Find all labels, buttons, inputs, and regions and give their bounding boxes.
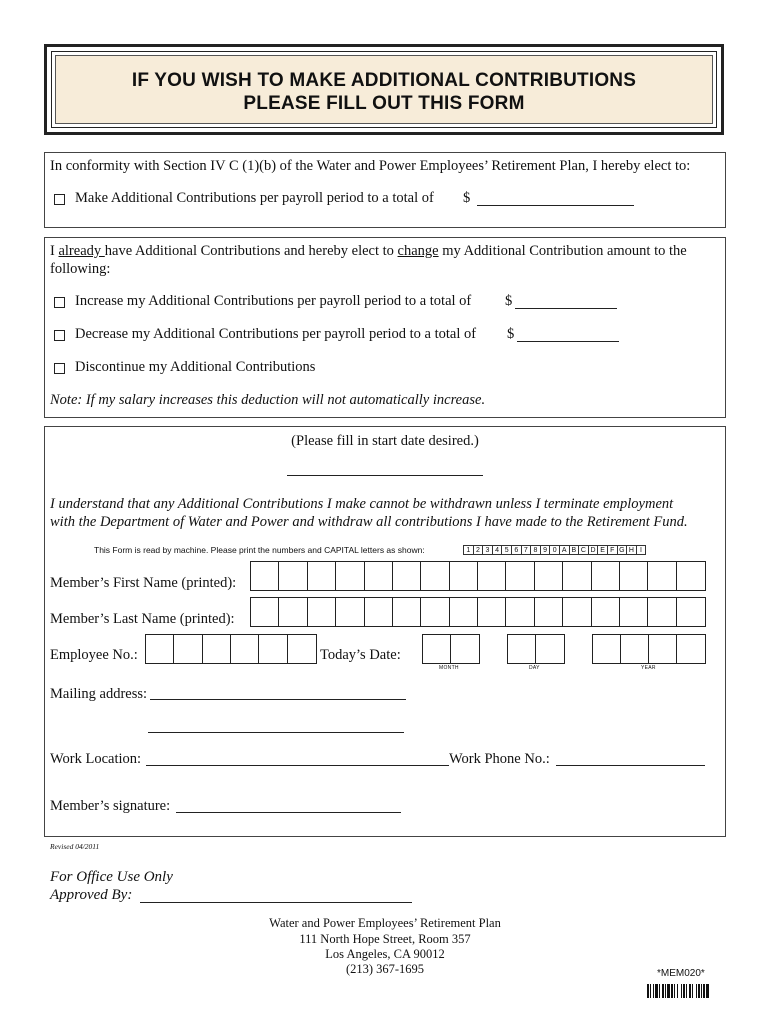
- entry-cell[interactable]: [393, 562, 421, 590]
- entry-cell[interactable]: [279, 598, 307, 626]
- entry-cell[interactable]: [251, 562, 279, 590]
- sample-char: G: [617, 545, 628, 555]
- sample-char: 3: [482, 545, 493, 555]
- entry-cell[interactable]: [535, 598, 563, 626]
- entry-cell[interactable]: [506, 562, 534, 590]
- sample-char: 1: [463, 545, 474, 555]
- approved-by-label: Approved By:: [50, 887, 133, 903]
- decrease-amount-field[interactable]: [517, 341, 619, 342]
- increase-amount-field[interactable]: [515, 308, 617, 309]
- entry-cell[interactable]: [451, 635, 479, 663]
- entry-cell[interactable]: [592, 562, 620, 590]
- start-date-caption: (Please fill in start date desired.): [291, 433, 479, 449]
- entry-cell[interactable]: [649, 635, 677, 663]
- work-phone-label: Work Phone No.:: [449, 751, 550, 767]
- section-member-info: [44, 426, 726, 837]
- sample-char: 2: [473, 545, 484, 555]
- entry-cell[interactable]: [365, 598, 393, 626]
- increase-label: Increase my Additional Contributions per payroll period to a total of: [75, 293, 472, 309]
- entry-cell[interactable]: [535, 562, 563, 590]
- discontinue-label: Discontinue my Additional Contributions: [75, 359, 316, 375]
- section1-intro: In conformity with Section IV C (1)(b) of the Water and Power Employees’ Retirement Plan, I hereby elect to:: [50, 158, 691, 174]
- title-banner: [44, 44, 724, 135]
- sample-char: H: [626, 545, 637, 555]
- footer-city: Los Angeles, CA 90012: [325, 947, 445, 961]
- mailing-address-label: Mailing address:: [50, 686, 148, 702]
- title-frame: [51, 51, 717, 128]
- sample-char: 7: [521, 545, 532, 555]
- currency-sign: $: [505, 293, 513, 309]
- entry-cell[interactable]: [174, 635, 202, 663]
- start-date-field[interactable]: [287, 475, 483, 476]
- title-panel: [55, 55, 713, 124]
- work-location-field[interactable]: [146, 765, 449, 766]
- decrease-label: Decrease my Additional Contributions per payroll period to a total of: [75, 326, 477, 342]
- sample-char: E: [597, 545, 608, 555]
- discontinue-checkbox[interactable]: [54, 363, 65, 374]
- entry-cell[interactable]: [421, 562, 449, 590]
- understand-line-1: I understand that any Additional Contributions I make cannot be withdrawn unless I terminate employment: [50, 496, 674, 512]
- sample-char: I: [636, 545, 647, 555]
- entry-cell[interactable]: [393, 598, 421, 626]
- sample-char: F: [607, 545, 618, 555]
- sample-char: 5: [501, 545, 512, 555]
- mailing-address-line-2[interactable]: [148, 732, 404, 733]
- entry-cell[interactable]: [450, 562, 478, 590]
- sample-char: B: [569, 545, 580, 555]
- date-month-boxes[interactable]: [422, 634, 480, 664]
- first-name-label: Member’s First Name (printed):: [50, 575, 237, 591]
- make-contributions-checkbox[interactable]: [54, 194, 65, 205]
- entry-cell[interactable]: [677, 635, 705, 663]
- entry-cell[interactable]: [648, 598, 676, 626]
- entry-cell[interactable]: [146, 635, 174, 663]
- entry-cell[interactable]: [593, 635, 621, 663]
- year-caption: YEAR: [641, 665, 656, 671]
- form-code: *MEM020*: [657, 968, 705, 979]
- entry-cell[interactable]: [478, 562, 506, 590]
- first-name-boxes[interactable]: [250, 561, 706, 591]
- mailing-address-line-1[interactable]: [150, 699, 406, 700]
- sample-char: 8: [530, 545, 541, 555]
- date-day-boxes[interactable]: [507, 634, 565, 664]
- signature-label: Member’s signature:: [50, 798, 171, 814]
- entry-cell[interactable]: [365, 562, 393, 590]
- entry-cell[interactable]: [231, 635, 259, 663]
- entry-cell[interactable]: [288, 635, 316, 663]
- revised-date: Revised 04/2011: [50, 842, 100, 851]
- title-line-2: PLEASE FILL OUT THIS FORM: [243, 93, 525, 114]
- sample-characters: [463, 545, 645, 555]
- entry-cell[interactable]: [308, 598, 336, 626]
- signature-field[interactable]: [176, 812, 401, 813]
- entry-cell[interactable]: [506, 598, 534, 626]
- entry-cell[interactable]: [563, 598, 591, 626]
- entry-cell[interactable]: [621, 635, 649, 663]
- barcode: [647, 984, 719, 998]
- make-contributions-amount-field[interactable]: [477, 205, 634, 206]
- footer-phone: (213) 367-1695: [345, 962, 425, 976]
- currency-sign: $: [463, 190, 471, 206]
- sample-char: D: [588, 545, 599, 555]
- entry-cell[interactable]: [450, 598, 478, 626]
- entry-cell[interactable]: [259, 635, 287, 663]
- entry-cell[interactable]: [421, 598, 449, 626]
- day-caption: DAY: [529, 665, 540, 671]
- entry-cell[interactable]: [203, 635, 231, 663]
- make-contributions-label: Make Additional Contributions per payroll period to a total of: [75, 190, 434, 206]
- footer-org: Water and Power Employees’ Retirement Plan: [269, 916, 501, 930]
- work-phone-field[interactable]: [556, 765, 705, 766]
- entry-cell[interactable]: [648, 562, 676, 590]
- employee-no-label: Employee No.:: [50, 647, 138, 663]
- sample-char: 4: [492, 545, 503, 555]
- sample-char: 6: [511, 545, 522, 555]
- work-location-label: Work Location:: [50, 751, 142, 767]
- entry-cell[interactable]: [423, 635, 451, 663]
- entry-cell[interactable]: [677, 598, 705, 626]
- entry-cell[interactable]: [563, 562, 591, 590]
- entry-cell[interactable]: [336, 598, 364, 626]
- understand-line-2: with the Department of Water and Power and withdraw all contributions I have made to the Retirement Fund.: [50, 514, 688, 530]
- office-use-heading: For Office Use Only: [50, 869, 173, 885]
- entry-cell[interactable]: [536, 635, 564, 663]
- entry-cell[interactable]: [620, 562, 648, 590]
- sample-char: 0: [549, 545, 560, 555]
- currency-sign: $: [507, 326, 515, 342]
- entry-cell[interactable]: [508, 635, 536, 663]
- sample-char: 9: [540, 545, 551, 555]
- barcode-bar: [709, 984, 710, 998]
- todays-date-label: Today’s Date:: [320, 647, 401, 663]
- entry-cell[interactable]: [251, 598, 279, 626]
- entry-cell[interactable]: [620, 598, 648, 626]
- increase-checkbox[interactable]: [54, 297, 65, 308]
- approved-by-field: [140, 902, 412, 903]
- sample-char: A: [559, 545, 570, 555]
- entry-cell[interactable]: [677, 562, 705, 590]
- footer-street: 111 North Hope Street, Room 357: [299, 932, 471, 946]
- entry-cell[interactable]: [592, 598, 620, 626]
- title-line-1: IF YOU WISH TO MAKE ADDITIONAL CONTRIBUTIONS: [131, 70, 637, 91]
- month-caption: MONTH: [439, 665, 459, 671]
- employee-number-boxes[interactable]: [145, 634, 317, 664]
- entry-cell[interactable]: [336, 562, 364, 590]
- section2-intro: I already have Additional Contributions and hereby elect to change my Additional Contribution amount to the: [50, 243, 687, 259]
- date-year-boxes[interactable]: [592, 634, 706, 664]
- entry-cell[interactable]: [478, 598, 506, 626]
- machine-note: This Form is read by machine. Please print the numbers and CAPITAL letters as shown:: [94, 545, 425, 555]
- last-name-boxes[interactable]: [250, 597, 706, 627]
- note-text: Note: If my salary increases this deduction will not automatically increase.: [50, 392, 486, 408]
- entry-cell[interactable]: [308, 562, 336, 590]
- section2-intro-line2: following:: [50, 261, 111, 277]
- decrease-checkbox[interactable]: [54, 330, 65, 341]
- last-name-label: Member’s Last Name (printed):: [50, 611, 235, 627]
- sample-char: C: [578, 545, 589, 555]
- entry-cell[interactable]: [279, 562, 307, 590]
